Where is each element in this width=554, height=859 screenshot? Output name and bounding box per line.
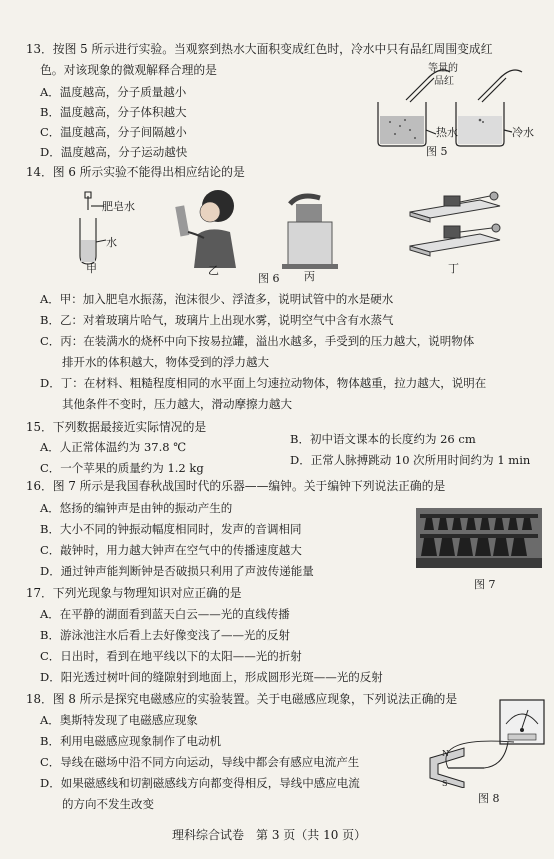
q15-stem: 15．下列数据最接近实际情况的是	[26, 420, 207, 434]
q17-stem: 17．下列光现象与物理知识对应正确的是	[26, 586, 242, 600]
q15-option-b: B．初中语文课本的长度约为 26 cm	[290, 432, 476, 446]
fig6-label-ding: 丁	[448, 262, 459, 275]
chime-bells-photo	[416, 508, 542, 568]
figure-8	[424, 696, 546, 788]
q16-option-d: D．通过钟声能判断钟是否破损只利用了声波传递能量	[40, 564, 314, 578]
q15-option-c: C．一个苹果的质量约为 1.2 kg	[40, 461, 204, 475]
fig7-caption: 图 7	[474, 578, 496, 591]
q14-stem: 14．图 6 所示实验不能得出相应结论的是	[26, 165, 245, 179]
fig5-label-cold: 冷水	[512, 126, 534, 139]
q18-option-d: D．如果磁感线和切割磁感线方向都变得相反，导线中感应电流	[40, 776, 360, 790]
q13-option-d: D．温度越高，分子运动越快	[40, 145, 188, 159]
q18-option-c: C．导线在磁场中沿不同方向运动，导线中都会有感应电流产生	[40, 755, 360, 769]
fig5-label-hot: 热水	[436, 126, 458, 139]
q16-option-c: C．敲钟时，用力越大钟声在空气中的传播速度越大	[40, 543, 302, 557]
electromagnetic-induction-apparatus	[424, 696, 546, 788]
q13-stem-line2: 色。对该现象的微观解释合理的是	[40, 63, 217, 77]
q17-option-c: C．日出时，看到在地平线以下的太阳——光的折射	[40, 649, 302, 663]
svg-text:N: N	[442, 749, 449, 758]
q16-option-a: A．悠扬的编钟声是由钟的振动产生的	[40, 501, 233, 515]
svg-text:S: S	[442, 779, 448, 788]
beakers-illustration	[370, 60, 540, 155]
q13-stem-line1: 13．按图 5 所示进行实验。当观察到热水大面积变成红色时，冷水中只有品红周围变成红	[26, 42, 493, 56]
fig6-label-soap: 肥皂水	[102, 200, 135, 213]
q14-option-c-cont: 排开水的体积越大，物体受到的浮力越大	[62, 355, 269, 369]
fig6-label-yi: 乙	[208, 264, 219, 277]
fig5-caption: 图 5	[426, 145, 448, 158]
q18-option-a: A．奥斯特发现了电磁感应现象	[40, 713, 198, 727]
q16-option-b: B．大小不同的钟振动幅度相同时，发声的音调相同	[40, 522, 302, 536]
figure-7-photo	[416, 508, 542, 568]
fig5-label-equal: 等量的	[428, 63, 458, 74]
q18-stem: 18．图 8 所示是探究电磁感应的实验装置。关于电磁感应现象，下列说法正确的是	[26, 692, 458, 706]
q14-option-b: B．乙：对着玻璃片哈气，玻璃片上出现水雾，说明空气中含有水蒸气	[40, 313, 394, 327]
q18-option-d-cont: 的方向不发生改变	[62, 797, 154, 811]
q14-option-c: C．丙：在装满水的烧杯中向下按易拉罐，溢出水越多，手受到的压力越大，说明物体	[40, 334, 475, 348]
q14-option-d-cont: 其他条件不变时，压力越大，滑动摩擦力越大	[62, 397, 292, 411]
q16-stem: 16．图 7 所示是我国春秋战国时代的乐器——编钟。关于编钟下列说法正确的是	[26, 479, 446, 493]
fig6-label-jia: 甲	[86, 262, 97, 275]
q18-option-b: B．利用电磁感应现象制作了电动机	[40, 734, 221, 748]
q15-option-a: A．人正常体温约为 37.8 ℃	[40, 440, 187, 454]
q13-option-a: A．温度越高，分子质量越小	[40, 85, 187, 99]
fig6-label-water: 水	[106, 236, 117, 249]
fig5-label-pinhong: 品红	[434, 76, 454, 87]
page-footer: 理科综合试卷 第 3 页（共 10 页）	[172, 828, 367, 842]
q14-option-a: A．甲：加入肥皂水振荡，泡沫很少、浮渣多，说明试管中的水是硬水	[40, 292, 394, 306]
q17-option-b: B．游泳池注水后看上去好像变浅了——光的反射	[40, 628, 290, 642]
fig8-caption: 图 8	[478, 792, 500, 805]
q14-option-d: D．丁：在材料、粗糙程度相同的水平面上匀速拉动物体，物体越重，拉力越大，说明在	[40, 376, 487, 390]
q13-option-c: C．温度越高，分子间隔越小	[40, 125, 187, 139]
q17-option-d: D．阳光透过树叶间的缝隙射到地面上，形成圆形光斑——光的反射	[40, 670, 383, 684]
fig6-label-bing: 丙	[304, 270, 315, 283]
q13-option-b: B．温度越高，分子体积越大	[40, 105, 187, 119]
figure-5	[370, 60, 540, 155]
figure-6	[60, 182, 520, 284]
q17-option-a: A．在平静的湖面看到蓝天白云——光的直线传播	[40, 607, 290, 621]
fig6-caption: 图 6	[258, 272, 280, 285]
q15-option-d: D．正常人脉搏跳动 10 次所用时间约为 1 min	[290, 453, 531, 467]
